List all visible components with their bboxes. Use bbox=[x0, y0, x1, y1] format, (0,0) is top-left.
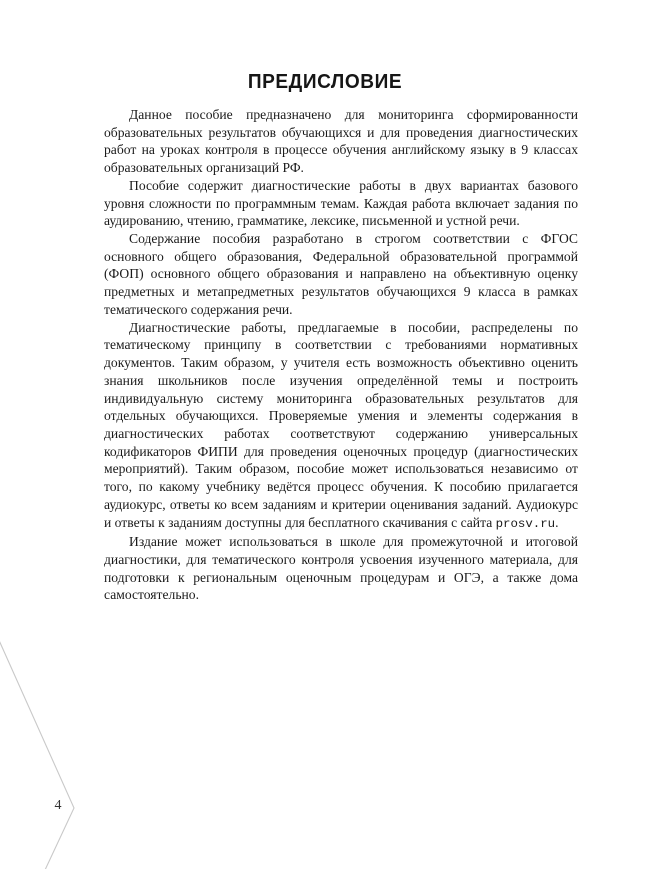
paragraph-3: Содержание пособия разработано в строгом соответствии с ФГОС основного общего образования, Федеральной образовательной программой (ФОП) основного общего образования и направлено на объективную оценку предметных и метапредметных результатов обучающихся 9 класса в рамках тематического содержания речи. bbox=[104, 231, 578, 317]
paragraph-4 bbox=[104, 319, 578, 534]
paragraph-2: Пособие содержит диагностические работы в двух вариантах базового уровня сложности по программным темам. Каждая работа включает задания по аудированию, чтению, грамматике, лексике, письменной и устной речи. bbox=[104, 177, 578, 229]
chevron-line bbox=[0, 638, 74, 869]
page-number: 4 bbox=[54, 798, 62, 813]
body-text-column bbox=[104, 106, 578, 604]
website-suffix: . bbox=[555, 514, 559, 530]
paragraph-5: Издание может использоваться в школе для промежуточной и итоговой диагностики, для тематического контроля усвоения изученного материала, для подготовки к региональным оценочным процедурам и ОГЭ, а также дома самостоятельно. bbox=[104, 534, 578, 603]
corner-chevron-decoration bbox=[0, 624, 150, 869]
page-title: ПРЕДИСЛОВИЕ bbox=[247, 69, 403, 93]
paragraph-1: Данное пособие предназначено для мониторинга сформированности образовательных результатов обучающихся и для проведения диагностических работ на уроках контроля в процессе обучения английскому языку в 9 классах образовательных организаций РФ. bbox=[104, 107, 578, 176]
paragraph-4-text: Диагностические работы, предлагаемые в пособии, распределены по тематическому принципу в соответствии с требованиями нормативных документов. Таким образом, у учителя есть возможность объективно оценить знания школьников после изучения определённой темы и построить индивидуальную систему мониторинга образовательных результатов для отдельных обучающихся. Проверяемые умения и элементы содержания в диагностических работах соответствуют содержанию универсальных кодификаторов ФИПИ для проведения оценочных процедур (диагностических мероприятий). Таким образом, пособие может использоваться независимо от того, по какому учебнику ведётся процесс обучения. К пособию прилагается аудиокурс, ответы ко всем заданиям и критерии оценивания заданий. Аудиокурс и ответы к заданиям доступны для бесплатного скачивания с сайта bbox=[104, 319, 578, 530]
website-url: prosv.ru bbox=[495, 516, 556, 531]
